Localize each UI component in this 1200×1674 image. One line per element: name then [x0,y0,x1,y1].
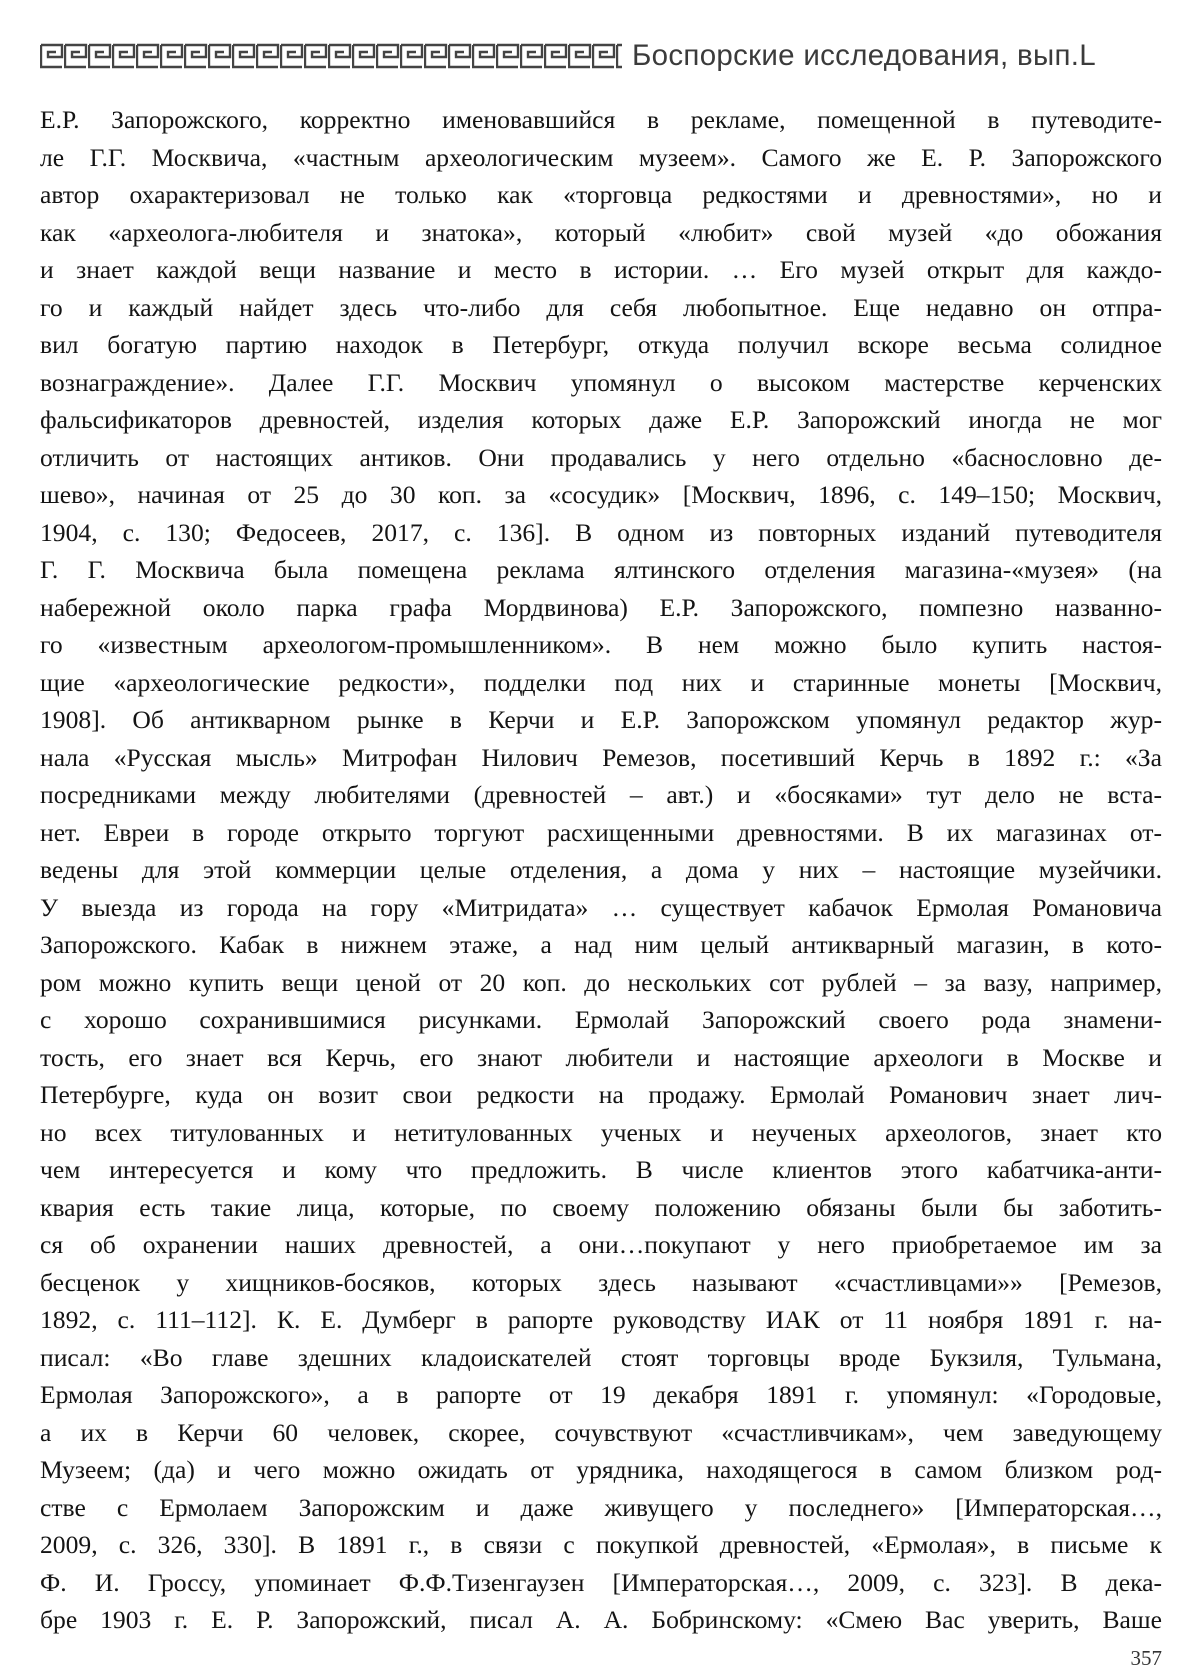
text-line: вознаграждение». Далее Г.Г. Москвич упомянул о высоком мастерстве керченских [40,367,1162,397]
text-line: нала «Русская мысль» Митрофан Нилович Ремезов, посетивший Керчь в 1892 г.: «За [40,742,1162,772]
text-line: ром можно купить вещи ценой от 20 коп. до нескольких сот рублей – за вазу, например, [40,967,1162,997]
text-line: Запорожского. Кабак в нижнем этаже, а над ним целый антикварный магазин, в кото- [40,930,1162,959]
text-line: с хорошо сохранившимися рисунками. Ермолай Запорожский своего рода знамени- [40,1005,1162,1034]
text-line: ле Г.Г. Москвича, «частным археологическим музеем». Самого же Е. Р. Запорожского [40,142,1162,172]
text-line: как «археолога-любителя и знатока», который «любит» свой музей «до обожания [40,217,1162,247]
text-line: 1892, с. 111–112]. К. Е. Думберг в рапорте руководству ИАК от 11 ноября 1891 г. на- [40,1305,1162,1334]
text-line: 1904, с. 130; Федосеев, 2017, с. 136]. В одном из повторных изданий путеводителя [40,517,1162,547]
text-line: писал: «Во главе здешних кладоискателей стоят торговцы вроде Букзиля, Тульмана, [40,1342,1162,1372]
text-line: Петербурге, куда он возит свои редкости на продажу. Ермолай Романович знает лич- [40,1080,1162,1109]
text-line: чем интересуется и кому что предложить. В числе клиентов этого кабатчика-анти- [40,1155,1162,1184]
text-line: стве с Ермолаем Запорожским и даже живущего у последнего» [Императорская…, [40,1492,1162,1522]
text-line: 2009, с. 326, 330]. В 1891 г., в связи с покупкой древностей, «Ермолая», в письме к [40,1530,1162,1559]
text-line: фальсификаторов древностей, изделия которых даже Е.Р. Запорожский иногда не мог [40,405,1162,434]
body-text [40,101,1162,1639]
text-line: бре 1903 г. Е. Р. Запорожский, писал А. А. Бобринскому: «Смею Вас уверить, Ваше [40,1605,1162,1634]
text-line: Ермолая Запорожского», а в рапорте от 19 декабря 1891 г. упомянул: «Городовые, [40,1380,1162,1409]
text-line: но всех титулованных и нетитулованных ученых и неученых археологов, знает кто [40,1117,1162,1147]
text-line: и знает каждой вещи название и место в истории. … Его музей открыт для каждо- [40,255,1162,284]
text-line: го и каждый найдет здесь что-либо для себя любопытное. Еще недавно он отпра- [40,292,1162,322]
running-header [40,28,1160,84]
text-line: нет. Евреи в городе открыто торгуют расхищенными древностями. В их магазинах от- [40,817,1162,847]
text-line: Ф. И. Гроссу, упоминает Ф.Ф.Тизенгаузен [Императорская…, 2009, с. 323]. В дека- [40,1567,1162,1597]
text-line: 1908]. Об антикварном рынке в Керчи и Е.Р. Запорожском упомянул редактор жур- [40,705,1162,734]
text-line: Е.Р. Запорожского, корректно именовавшийся в рекламе, помещенной в путеводите- [40,105,1162,134]
text-line: ся об охранении наших древностей, а они…покупают у него приобретаемое им за [40,1230,1162,1259]
text-line: У выезда из города на гору «Митридата» … существует кабачок Ермолая Романовича [40,892,1162,922]
text-line: посредниками между любителями (древностей – авт.) и «босяками» тут дело не вста- [40,780,1162,809]
greek-meander-border-icon [40,43,622,69]
text-line: бесценок у хищников-босяков, которых здесь называют «счастливцами»» [Ремезов, [40,1267,1162,1297]
text-line: вил богатую партию находок в Петербург, откуда получил вскоре весьма солидное [40,330,1162,359]
text-line: ведены для этой коммерции целые отделения, а дома у них – настоящие музейчики. [40,855,1162,884]
text-line: набережной около парка графа Мордвинова) Е.Р. Запорожского, помпезно названно- [40,592,1162,622]
text-line: квария есть такие лица, которые, по своему положению обязаны были бы заботить- [40,1192,1162,1222]
text-line: отличить от настоящих антиков. Они продавались у него отдельно «баснословно де- [40,442,1162,472]
text-line: тость, его знает вся Керчь, его знают любители и настоящие археологи в Москве и [40,1042,1162,1072]
text-line: Г. Г. Москвича была помещена реклама ялтинского отделения магазина-«музея» (на [40,555,1162,584]
text-line: го «известным археологом-промышленником». В нем можно было купить настоя- [40,630,1162,659]
text-line: автор охарактеризовал не только как «торговца редкостями и древностями», но и [40,180,1162,209]
text-line: а их в Керчи 60 человек, скорее, сочувствуют «счастливчикам», чем заведующему [40,1417,1162,1447]
text-line: шево», начиная от 25 до 30 коп. за «сосудик» [Москвич, 1896, с. 149–150; Москвич, [40,480,1162,509]
text-line: щие «археологические редкости», подделки под них и старинные монеты [Москвич, [40,667,1162,697]
page-number: 357 [1130,1646,1162,1670]
text-line: Музеем; (да) и чего можно ожидать от урядника, находящегося в самом близком род- [40,1455,1162,1484]
journal-title: Боспорские исследования, вып.L [632,39,1096,72]
